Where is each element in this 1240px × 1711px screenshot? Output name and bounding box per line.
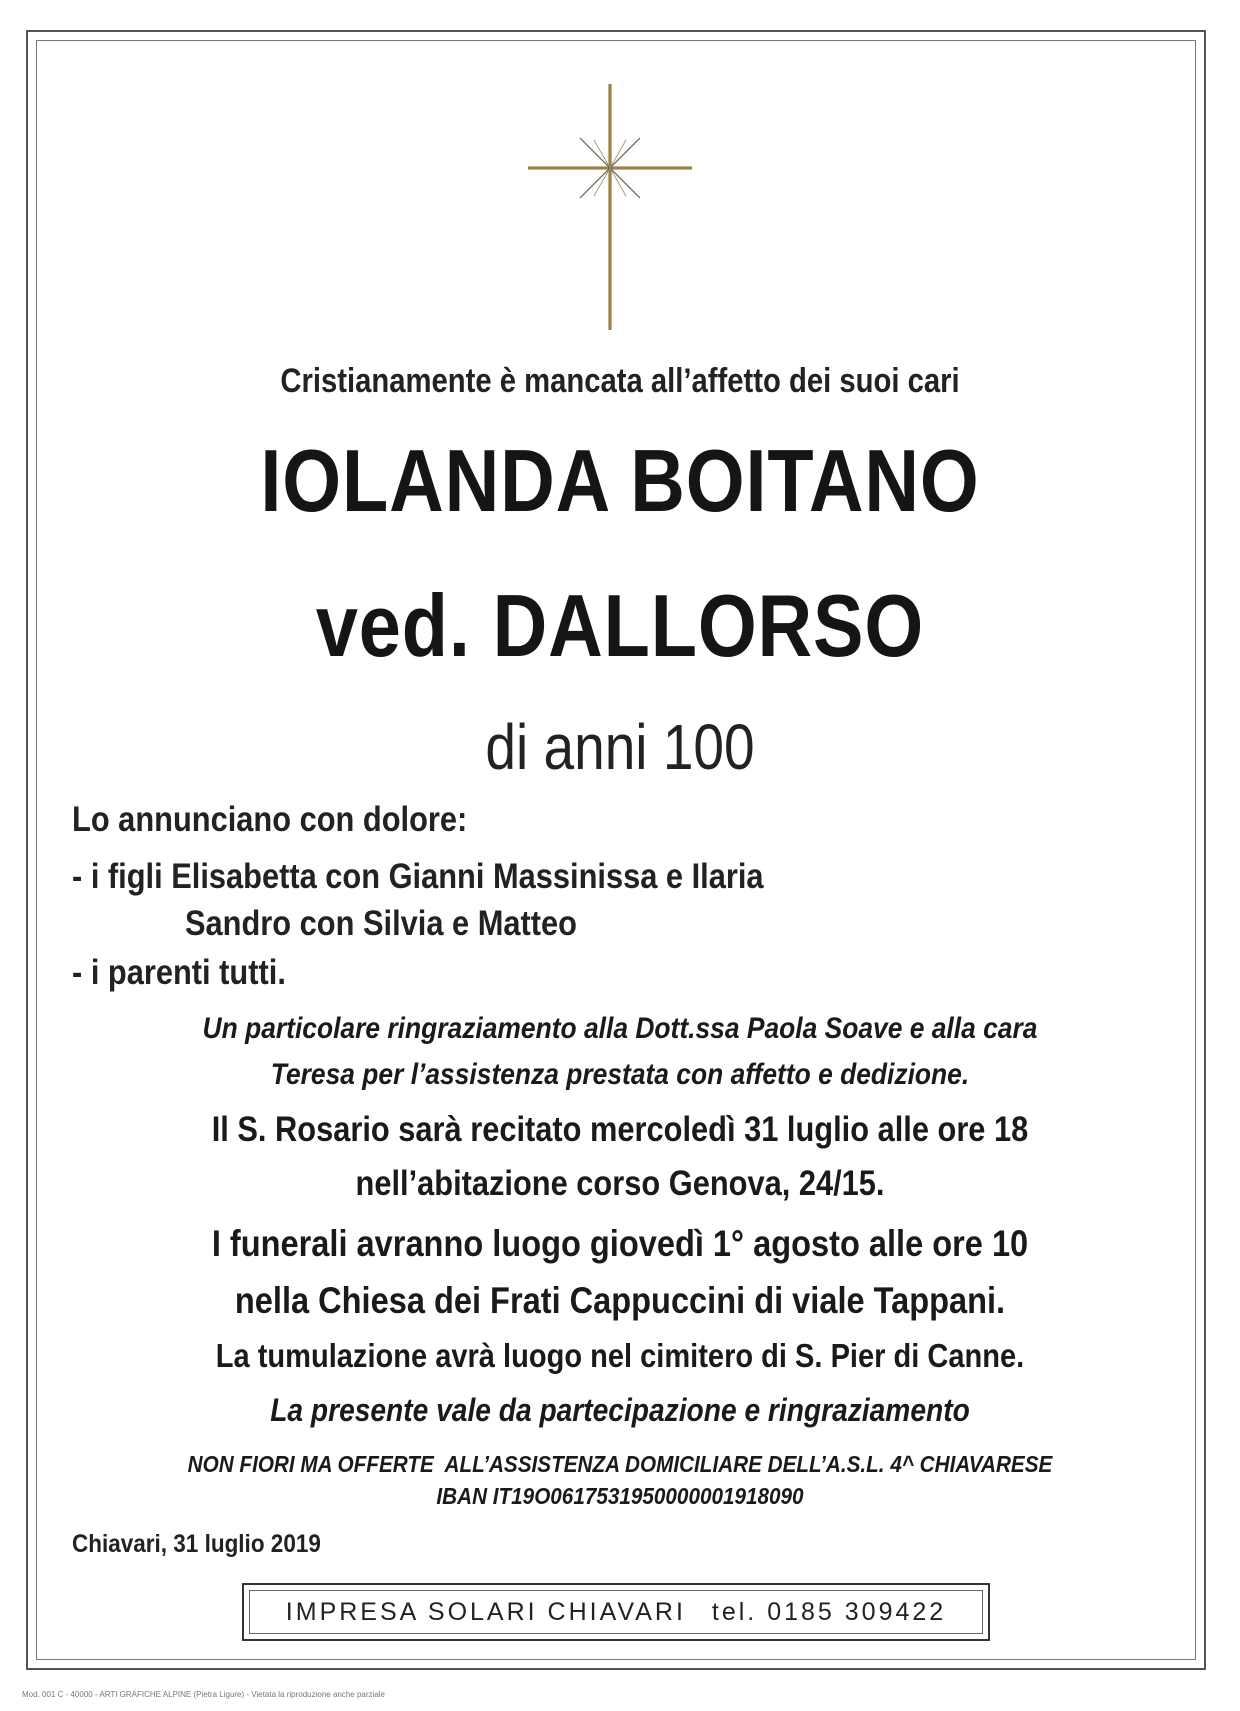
funeral-home-box-inner xyxy=(249,1590,983,1634)
funeral-line: I funerali avranno luogo giovedì 1° agosto alle ore 10 xyxy=(211,1223,1029,1264)
announcement-line: - i figli Elisabetta con Gianni Massinissa e Ilaria xyxy=(72,857,764,896)
participation-text: La presente vale da partecipazione e ringraziamento xyxy=(270,1392,970,1428)
printer-fine-print: Mod. 001 C - 40000 - ARTI GRAFICHE ALPINE (Pietra Ligure) - Vietata la riproduzione anche parziale xyxy=(22,1690,385,1699)
funeral-home-box xyxy=(242,1583,990,1641)
funeral-home-info xyxy=(286,1598,946,1627)
thanks-line: Teresa per l’assistenza prestata con affetto e dedizione. xyxy=(270,1058,970,1091)
iban-text: IBAN IT19O0617531950000001918090 xyxy=(436,1483,804,1509)
deceased-age: di anni 100 xyxy=(485,711,755,783)
intro-text: Cristianamente è mancata all’affetto dei suoi cari xyxy=(280,362,960,400)
deceased-married-name: ved. DALLORSO xyxy=(315,576,925,675)
announcement-title: Lo annunciano con dolore: xyxy=(72,800,468,839)
rosary-line: nell’abitazione corso Genova, 24/15. xyxy=(355,1164,885,1203)
burial-text: La tumulazione avrà luogo nel cimitero di S. Pier di Canne. xyxy=(215,1337,1025,1374)
deceased-name: IOLANDA BOITANO xyxy=(260,431,980,530)
funeral-line: nella Chiesa dei Frati Cappuccini di viale Tappani. xyxy=(234,1280,1006,1321)
cross-icon xyxy=(520,82,700,332)
donation-text: NON FIORI MA OFFERTE ALL’ASSISTENZA DOMICILIARE DELL’A.S.L. 4^ CHIAVARESE xyxy=(187,1451,1053,1477)
announcement-line: Sandro con Silvia e Matteo xyxy=(185,904,577,943)
rosary-line: Il S. Rosario sarà recitato mercoledì 31 luglio alle ore 18 xyxy=(211,1110,1029,1149)
funeral-home-phone: tel. 0185 309422 xyxy=(711,1597,947,1626)
thanks-line: Un particolare ringraziamento alla Dott.ssa Paola Soave e alla cara xyxy=(202,1012,1038,1045)
place-date: Chiavari, 31 luglio 2019 xyxy=(72,1530,321,1558)
funeral-home-name: IMPRESA SOLARI CHIAVARI xyxy=(285,1597,686,1626)
announcement-line: - i parenti tutti. xyxy=(72,953,286,992)
